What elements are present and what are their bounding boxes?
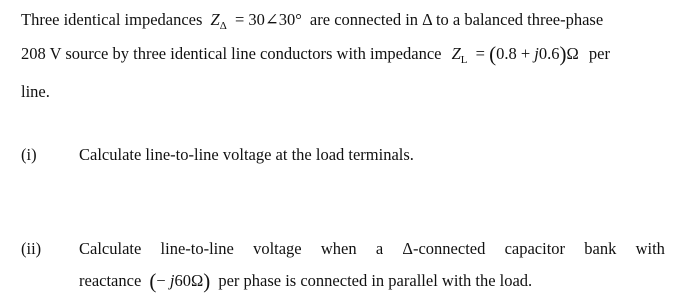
item-2-word: when xyxy=(320,239,357,258)
item-2-word: a xyxy=(375,239,384,258)
impedance-delta xyxy=(210,10,306,32)
intro-line-2 xyxy=(21,44,610,66)
impedance-symbol: Z xyxy=(210,10,220,29)
item-2-word: capacitor xyxy=(504,239,566,258)
line-impedance-subscript: L xyxy=(460,54,468,66)
item-2-word: voltage xyxy=(253,239,302,258)
item-1-text: Calculate line-to-line voltage at the load terminals. xyxy=(79,145,414,164)
imaginary-unit: j xyxy=(534,44,539,63)
item-2-word: line-to-line xyxy=(160,239,234,258)
line-impedance-imag: 0.6 xyxy=(538,44,560,63)
intro-line-3 xyxy=(21,82,50,102)
impedance-subscript: Δ xyxy=(219,20,227,32)
reactance-paren-close: ) xyxy=(203,269,211,293)
impedance-value: = 30∠30° xyxy=(234,10,302,29)
item-2-line-2 xyxy=(79,271,532,291)
paren-open: ( xyxy=(489,42,497,66)
paren-close: ) xyxy=(559,42,567,66)
item-2-word: Δ-connected xyxy=(402,239,486,258)
reactance-j: j xyxy=(169,271,175,290)
impedance-line xyxy=(451,42,583,66)
intro-text-5: line. xyxy=(21,82,50,101)
item-2-label: (ii) xyxy=(21,239,42,258)
reactance-value: 60Ω xyxy=(174,271,204,290)
reactance-minus: − xyxy=(156,271,170,290)
intro-text-3: 208 V source by three identical line conductors with impedance xyxy=(21,44,442,63)
item-2-text-end: per phase is connected in parallel with the load. xyxy=(218,271,533,290)
line-impedance-symbol: Z xyxy=(451,44,461,63)
line-impedance-real: 0.8 + xyxy=(496,44,535,63)
ohm-unit: Ω xyxy=(566,44,579,63)
item-2-reactance-label: reactance xyxy=(79,271,142,290)
intro-text-2: are connected in Δ to a balanced three-phase xyxy=(309,10,604,29)
intro-line-1 xyxy=(21,10,603,32)
item-1-label: (i) xyxy=(21,145,37,164)
item-2-line-1 xyxy=(79,239,665,259)
capacitor-reactance xyxy=(149,269,214,293)
item-2-word: bank xyxy=(584,239,617,258)
reactance-paren-open: ( xyxy=(149,269,157,293)
line-impedance-equals: = xyxy=(475,44,490,63)
intro-text-1: Three identical impedances xyxy=(21,10,203,29)
item-2-word: Calculate xyxy=(79,239,142,258)
intro-text-4: per xyxy=(588,44,610,63)
item-2-word: with xyxy=(635,239,665,258)
